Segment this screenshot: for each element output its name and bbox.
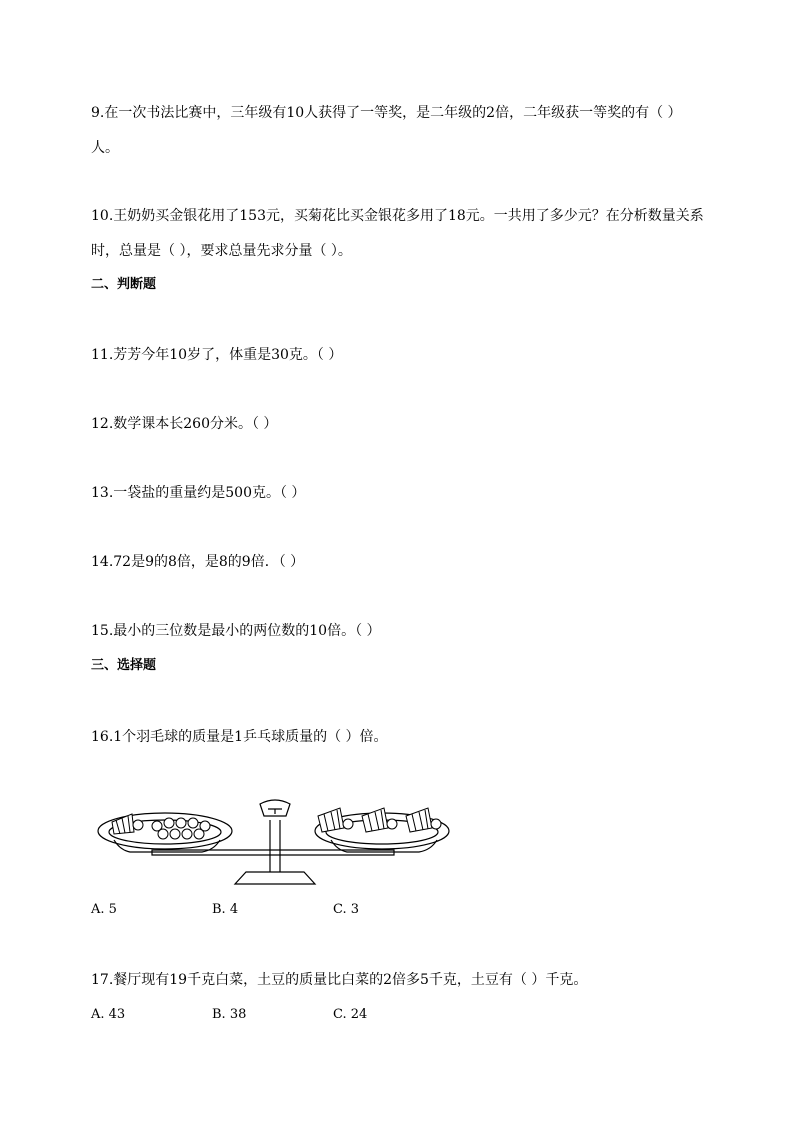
q16-option-b[interactable]: B. 4 <box>212 902 239 917</box>
q16-option-a[interactable]: A. 5 <box>91 902 117 917</box>
q12-text: 12.数学课本长260分米。（ ） <box>91 416 278 432</box>
q14-text: 14.72是9的8倍，是8的9倍．（ ） <box>91 554 305 570</box>
balance-scale-illustration <box>92 792 462 892</box>
q15-text: 15.最小的三位数是最小的两位数的10倍。（ ） <box>91 623 381 639</box>
q16-text: 16.1个羽毛球的质量是1乒乓球质量的（ ）倍。 <box>91 729 388 745</box>
q9-line2: 人。 <box>91 140 119 156</box>
section-heading-judgement: 二、判断题 <box>91 277 157 292</box>
q17-option-c[interactable]: C. 24 <box>333 1007 368 1022</box>
q10-line2: 时，总量是（ ），要求总量先求分量（ ）。 <box>91 243 352 259</box>
q13-text: 13.一袋盐的重量约是500克。（ ） <box>91 485 306 501</box>
q17-text: 17.餐厅现有19千克白菜，土豆的质量比白菜的2倍多5千克，土豆有（ ）千克。 <box>91 972 588 988</box>
q10-line1: 10.王奶奶买金银花用了153元，买菊花比买金银花多用了18元。一共用了多少元？在分析数量关系 <box>91 208 704 224</box>
q11-text: 11.芳芳今年10岁了，体重是30克。（ ） <box>91 347 343 363</box>
q17-option-b[interactable]: B. 38 <box>212 1007 247 1022</box>
q9-line1: 9.在一次书法比赛中，三年级有10人获得了一等奖，是二年级的2倍，二年级获一等奖的有（ ） <box>91 105 682 121</box>
q16-option-c[interactable]: C. 3 <box>333 902 360 917</box>
section-heading-choice: 三、选择题 <box>91 658 157 673</box>
q17-option-a[interactable]: A. 43 <box>91 1007 126 1022</box>
